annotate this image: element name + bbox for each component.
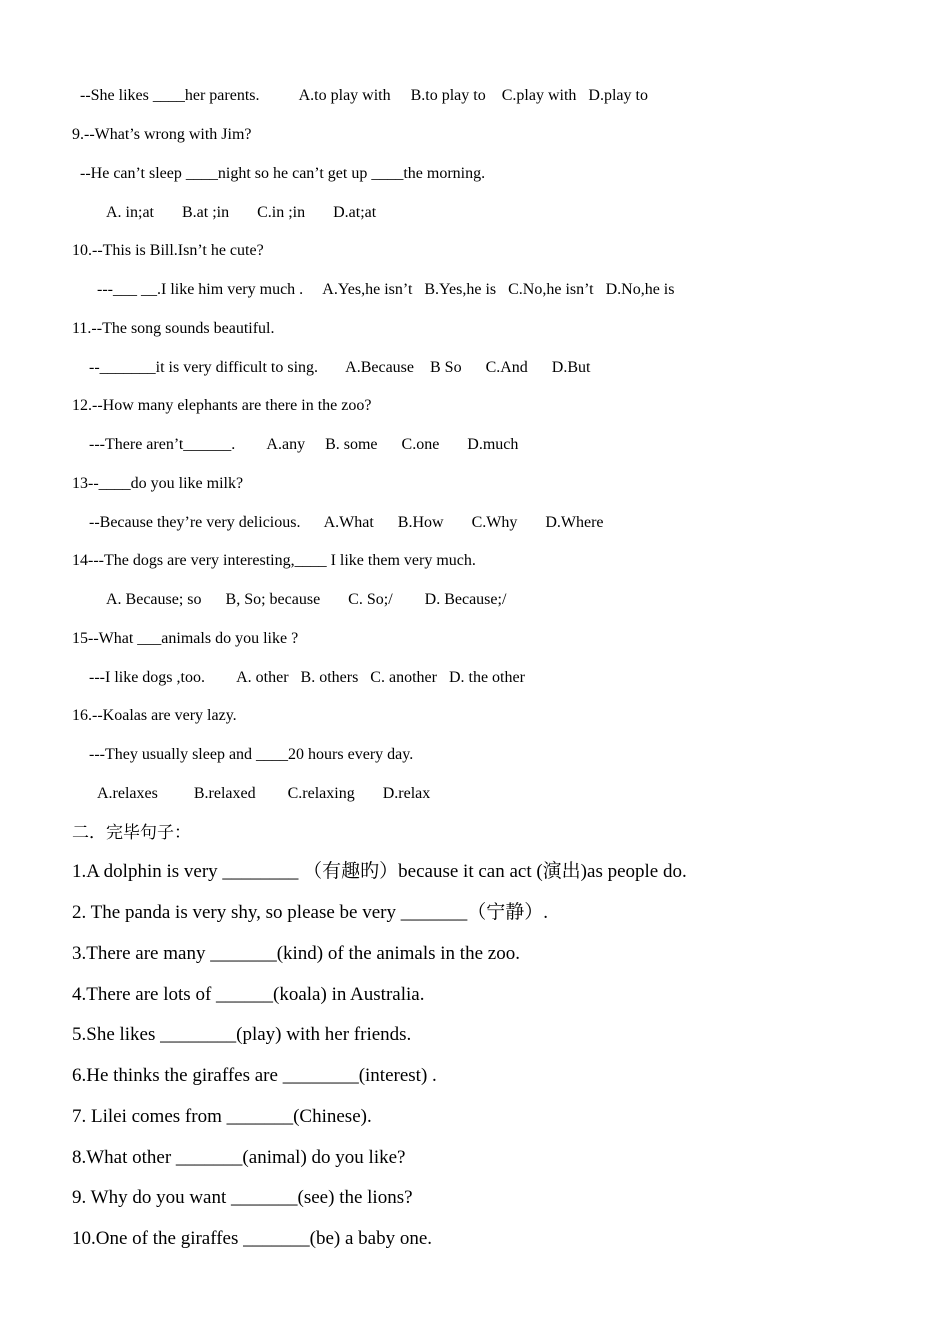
completion-item-7: 7. Lilei comes from _______(Chinese).	[72, 1106, 372, 1127]
completion-item-9: 9. Why do you want _______(see) the lions?	[72, 1187, 413, 1208]
question-13-prompt: 13--____do you like milk?	[72, 475, 244, 492]
completion-item-5: 5.She likes ________(play) with her friends.	[72, 1024, 412, 1045]
question-15-answer-line: ---I like dogs ,too. A. other B. others C. another D. the other	[89, 669, 525, 686]
question-14-prompt: 14---The dogs are very interesting,____ I like them very much.	[72, 552, 476, 569]
completion-item-3: 3.There are many _______(kind) of the animals in the zoo.	[72, 943, 520, 964]
question-11-answer-line: --_______it is very difficult to sing. A.Because B So C.And D.But	[89, 359, 591, 376]
question-14-options: A. Because; so B, So; because C. So;/ D. Because;/	[106, 591, 507, 608]
question-9-answer-line: --He can’t sleep ____night so he can’t get up ____the morning.	[80, 165, 486, 182]
completion-item-2: 2. The panda is very shy, so please be very _______（宁静）.	[72, 902, 548, 923]
section-heading: 二．完毕句子：	[72, 823, 191, 842]
question-11-prompt: 11.--The song sounds beautiful.	[72, 320, 275, 337]
completion-item-4: 4.There are lots of ______(koala) in Australia.	[72, 984, 425, 1005]
question-10-prompt: 10.--This is Bill.Isn’t he cute?	[72, 242, 264, 259]
completion-item-1: 1.A dolphin is very ________ （有趣旳）because it can act (演出)as people do.	[72, 861, 687, 882]
question-9-prompt: 9.--What’s wrong with Jim?	[72, 126, 252, 143]
question-16-answer-line: ---They usually sleep and ____20 hours every day.	[89, 746, 414, 763]
question-16-options: A.relaxes B.relaxed C.relaxing D.relax	[97, 785, 431, 802]
question-12-answer-line: ---There aren’t______. A.any B. some C.one D.much	[89, 436, 519, 453]
question-10-answer-line: ---___ __.I like him very much . A.Yes,he isn’t B.Yes,he is C.No,he isn’t D.No,he is	[97, 281, 675, 298]
completion-item-8: 8.What other _______(animal) do you like?	[72, 1147, 406, 1168]
completion-item-10: 10.One of the giraffes _______(be) a baby one.	[72, 1228, 433, 1249]
question-9-options: A. in;at B.at ;in C.in ;in D.at;at	[106, 204, 377, 221]
completion-item-6: 6.He thinks the giraffes are ________(interest) .	[72, 1065, 437, 1086]
question-13-answer-line: --Because they’re very delicious. A.What B.How C.Why D.Where	[89, 514, 604, 531]
question-12-prompt: 12.--How many elephants are there in the zoo?	[72, 397, 372, 414]
question-16-prompt: 16.--Koalas are very lazy.	[72, 707, 237, 724]
question-8-answer-line: --She likes ____her parents. A.to play with B.to play to C.play with D.play to	[80, 87, 648, 104]
question-15-prompt: 15--What ___animals do you like ?	[72, 630, 299, 647]
